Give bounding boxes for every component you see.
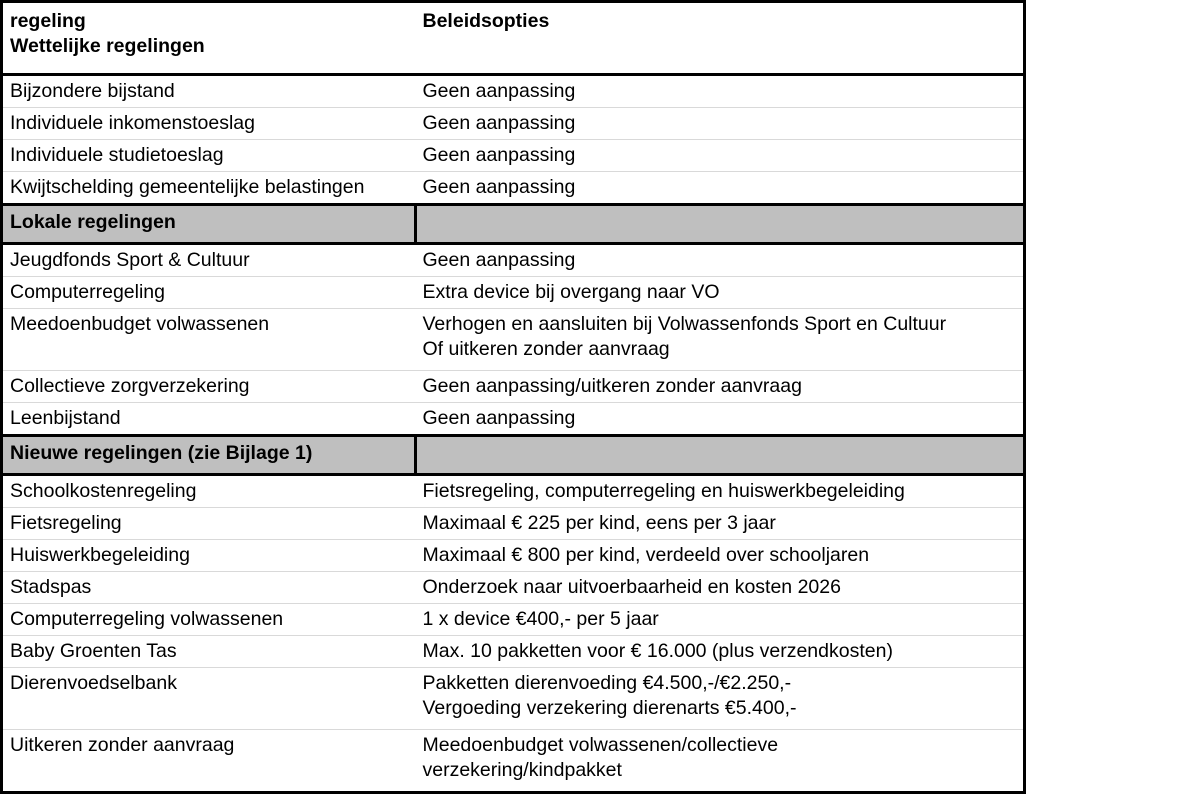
cell-beleidsoptie bbox=[416, 403, 1025, 436]
beleidsoptie-text-line1: Geen aanpassing bbox=[422, 249, 576, 271]
table-row bbox=[2, 172, 1025, 205]
cell-regeling bbox=[2, 508, 416, 540]
cell-regeling bbox=[2, 108, 416, 140]
regeling-text: Baby Groenten Tas bbox=[10, 640, 177, 662]
beleidsoptie-text-line1: Geen aanpassing/uitkeren zonder aanvraag bbox=[422, 375, 802, 397]
table-row bbox=[2, 309, 1025, 371]
cell-beleidsoptie bbox=[416, 636, 1025, 668]
table-body bbox=[2, 75, 1025, 793]
beleidsoptie-text-line1: Geen aanpassing bbox=[422, 112, 576, 134]
cell-beleidsoptie bbox=[416, 572, 1025, 604]
regeling-text: Individuele inkomenstoeslag bbox=[10, 112, 255, 134]
beleidsoptie-text-line1: Maximaal € 225 per kind, eens per 3 jaar bbox=[422, 512, 776, 534]
regeling-text: Meedoenbudget volwassenen bbox=[10, 313, 270, 335]
beleidsoptie-text-line1: Geen aanpassing bbox=[422, 176, 576, 198]
cell-regeling bbox=[2, 475, 416, 508]
table-row bbox=[2, 371, 1025, 403]
cell-regeling bbox=[2, 636, 416, 668]
regeling-text: Dierenvoedselbank bbox=[10, 672, 177, 694]
beleidsoptie-text-line2: Of uitkeren zonder aanvraag bbox=[422, 338, 670, 360]
cell-beleidsoptie bbox=[416, 371, 1025, 403]
regeling-text: Bijzondere bijstand bbox=[10, 80, 175, 102]
table-row bbox=[2, 108, 1025, 140]
beleidsoptie-text-line1: Fietsregeling, computerregeling en huiswerkbegeleiding bbox=[422, 480, 905, 502]
cell-regeling bbox=[2, 244, 416, 277]
cell-regeling bbox=[2, 730, 416, 793]
table-row bbox=[2, 668, 1025, 730]
cell-beleidsoptie bbox=[416, 244, 1025, 277]
regeling-text: Fietsregeling bbox=[10, 512, 122, 534]
cell-beleidsoptie bbox=[416, 140, 1025, 172]
regeling-text: Huiswerkbegeleiding bbox=[10, 544, 190, 566]
cell-regeling bbox=[2, 309, 416, 371]
table-row bbox=[2, 277, 1025, 309]
beleidsoptie-text-line1: Pakketten dierenvoeding €4.500,-/€2.250,- bbox=[422, 672, 792, 694]
beleidsoptie-text-line1: Geen aanpassing bbox=[422, 80, 576, 102]
cell-beleidsoptie bbox=[416, 668, 1025, 730]
regeling-text: Uitkeren zonder aanvraag bbox=[10, 734, 235, 756]
regeling-text: Leenbijstand bbox=[10, 407, 121, 429]
cell-regeling bbox=[2, 277, 416, 309]
header-regeling-line1: regeling bbox=[10, 10, 86, 32]
cell-regeling bbox=[2, 668, 416, 730]
header-regeling-line2: Wettelijke regelingen bbox=[10, 35, 205, 57]
section-spacer-cell bbox=[416, 436, 1025, 475]
beleidsoptie-text-line1: Verhogen en aansluiten bij Volwassenfonds Sport en Cultuur bbox=[422, 313, 947, 335]
table-row bbox=[2, 730, 1025, 793]
table-section-row bbox=[2, 436, 1025, 475]
table-row bbox=[2, 604, 1025, 636]
cell-beleidsoptie bbox=[416, 277, 1025, 309]
cell-regeling bbox=[2, 403, 416, 436]
cell-beleidsoptie bbox=[416, 75, 1025, 108]
table-head bbox=[2, 2, 1025, 75]
table-section-row bbox=[2, 205, 1025, 244]
regeling-text: Computerregeling volwassenen bbox=[10, 608, 284, 630]
cell-beleidsoptie bbox=[416, 604, 1025, 636]
regeling-text: Computerregeling bbox=[10, 281, 166, 303]
table-row bbox=[2, 244, 1025, 277]
cell-beleidsoptie bbox=[416, 108, 1025, 140]
table-row bbox=[2, 508, 1025, 540]
header-cell-regeling bbox=[2, 2, 416, 75]
beleidsoptie-text-line1: Extra device bij overgang naar VO bbox=[422, 281, 720, 303]
regeling-text: Jeugdfonds Sport & Cultuur bbox=[10, 249, 250, 271]
cell-beleidsoptie bbox=[416, 309, 1025, 371]
regeling-text: Stadspas bbox=[10, 576, 92, 598]
cell-beleidsoptie bbox=[416, 508, 1025, 540]
cell-regeling bbox=[2, 572, 416, 604]
beleidsoptie-text-line2: verzekering/kindpakket bbox=[422, 759, 622, 781]
section-spacer-cell bbox=[416, 205, 1025, 244]
cell-regeling bbox=[2, 371, 416, 403]
cell-beleidsoptie bbox=[416, 730, 1025, 793]
beleidsoptie-text-line1: Meedoenbudget volwassenen/collectieve bbox=[422, 734, 779, 756]
cell-beleidsoptie bbox=[416, 172, 1025, 205]
header-cell-beleidsopties bbox=[416, 2, 1025, 75]
beleidsoptie-text-line1: Geen aanpassing bbox=[422, 407, 576, 429]
beleidsoptie-text-line1: 1 x device €400,- per 5 jaar bbox=[422, 608, 659, 630]
cell-regeling bbox=[2, 75, 416, 108]
cell-regeling bbox=[2, 140, 416, 172]
beleidsoptie-text-line1: Onderzoek naar uitvoerbaarheid en kosten 2026 bbox=[422, 576, 841, 598]
cell-regeling bbox=[2, 540, 416, 572]
section-label: Lokale regelingen bbox=[10, 211, 176, 233]
table-row bbox=[2, 475, 1025, 508]
table-row bbox=[2, 403, 1025, 436]
beleidsoptie-text-line1: Maximaal € 800 per kind, verdeeld over schooljaren bbox=[422, 544, 870, 566]
beleidsoptie-text-line1: Geen aanpassing bbox=[422, 144, 576, 166]
table-row bbox=[2, 540, 1025, 572]
section-label: Nieuwe regelingen (zie Bijlage 1) bbox=[10, 442, 313, 464]
section-label-cell bbox=[2, 436, 416, 475]
table-row bbox=[2, 140, 1025, 172]
table-header-row bbox=[2, 2, 1025, 75]
header-beleidsopties-line1: Beleidsopties bbox=[422, 10, 550, 32]
regeling-text: Individuele studietoeslag bbox=[10, 144, 224, 166]
regeling-text: Collectieve zorgverzekering bbox=[10, 375, 250, 397]
cell-regeling bbox=[2, 172, 416, 205]
cell-beleidsoptie bbox=[416, 540, 1025, 572]
beleidsoptie-text-line2: Vergoeding verzekering dierenarts €5.400,- bbox=[422, 697, 797, 719]
cell-beleidsoptie bbox=[416, 475, 1025, 508]
beleidsoptie-text-line1: Max. 10 pakketten voor € 16.000 (plus verzendkosten) bbox=[422, 640, 893, 662]
regeling-text: Schoolkostenregeling bbox=[10, 480, 197, 502]
cell-regeling bbox=[2, 604, 416, 636]
section-label-cell bbox=[2, 205, 416, 244]
regeling-text: Kwijtschelding gemeentelijke belastingen bbox=[10, 176, 365, 198]
table-row bbox=[2, 572, 1025, 604]
table-row bbox=[2, 636, 1025, 668]
table-row bbox=[2, 75, 1025, 108]
